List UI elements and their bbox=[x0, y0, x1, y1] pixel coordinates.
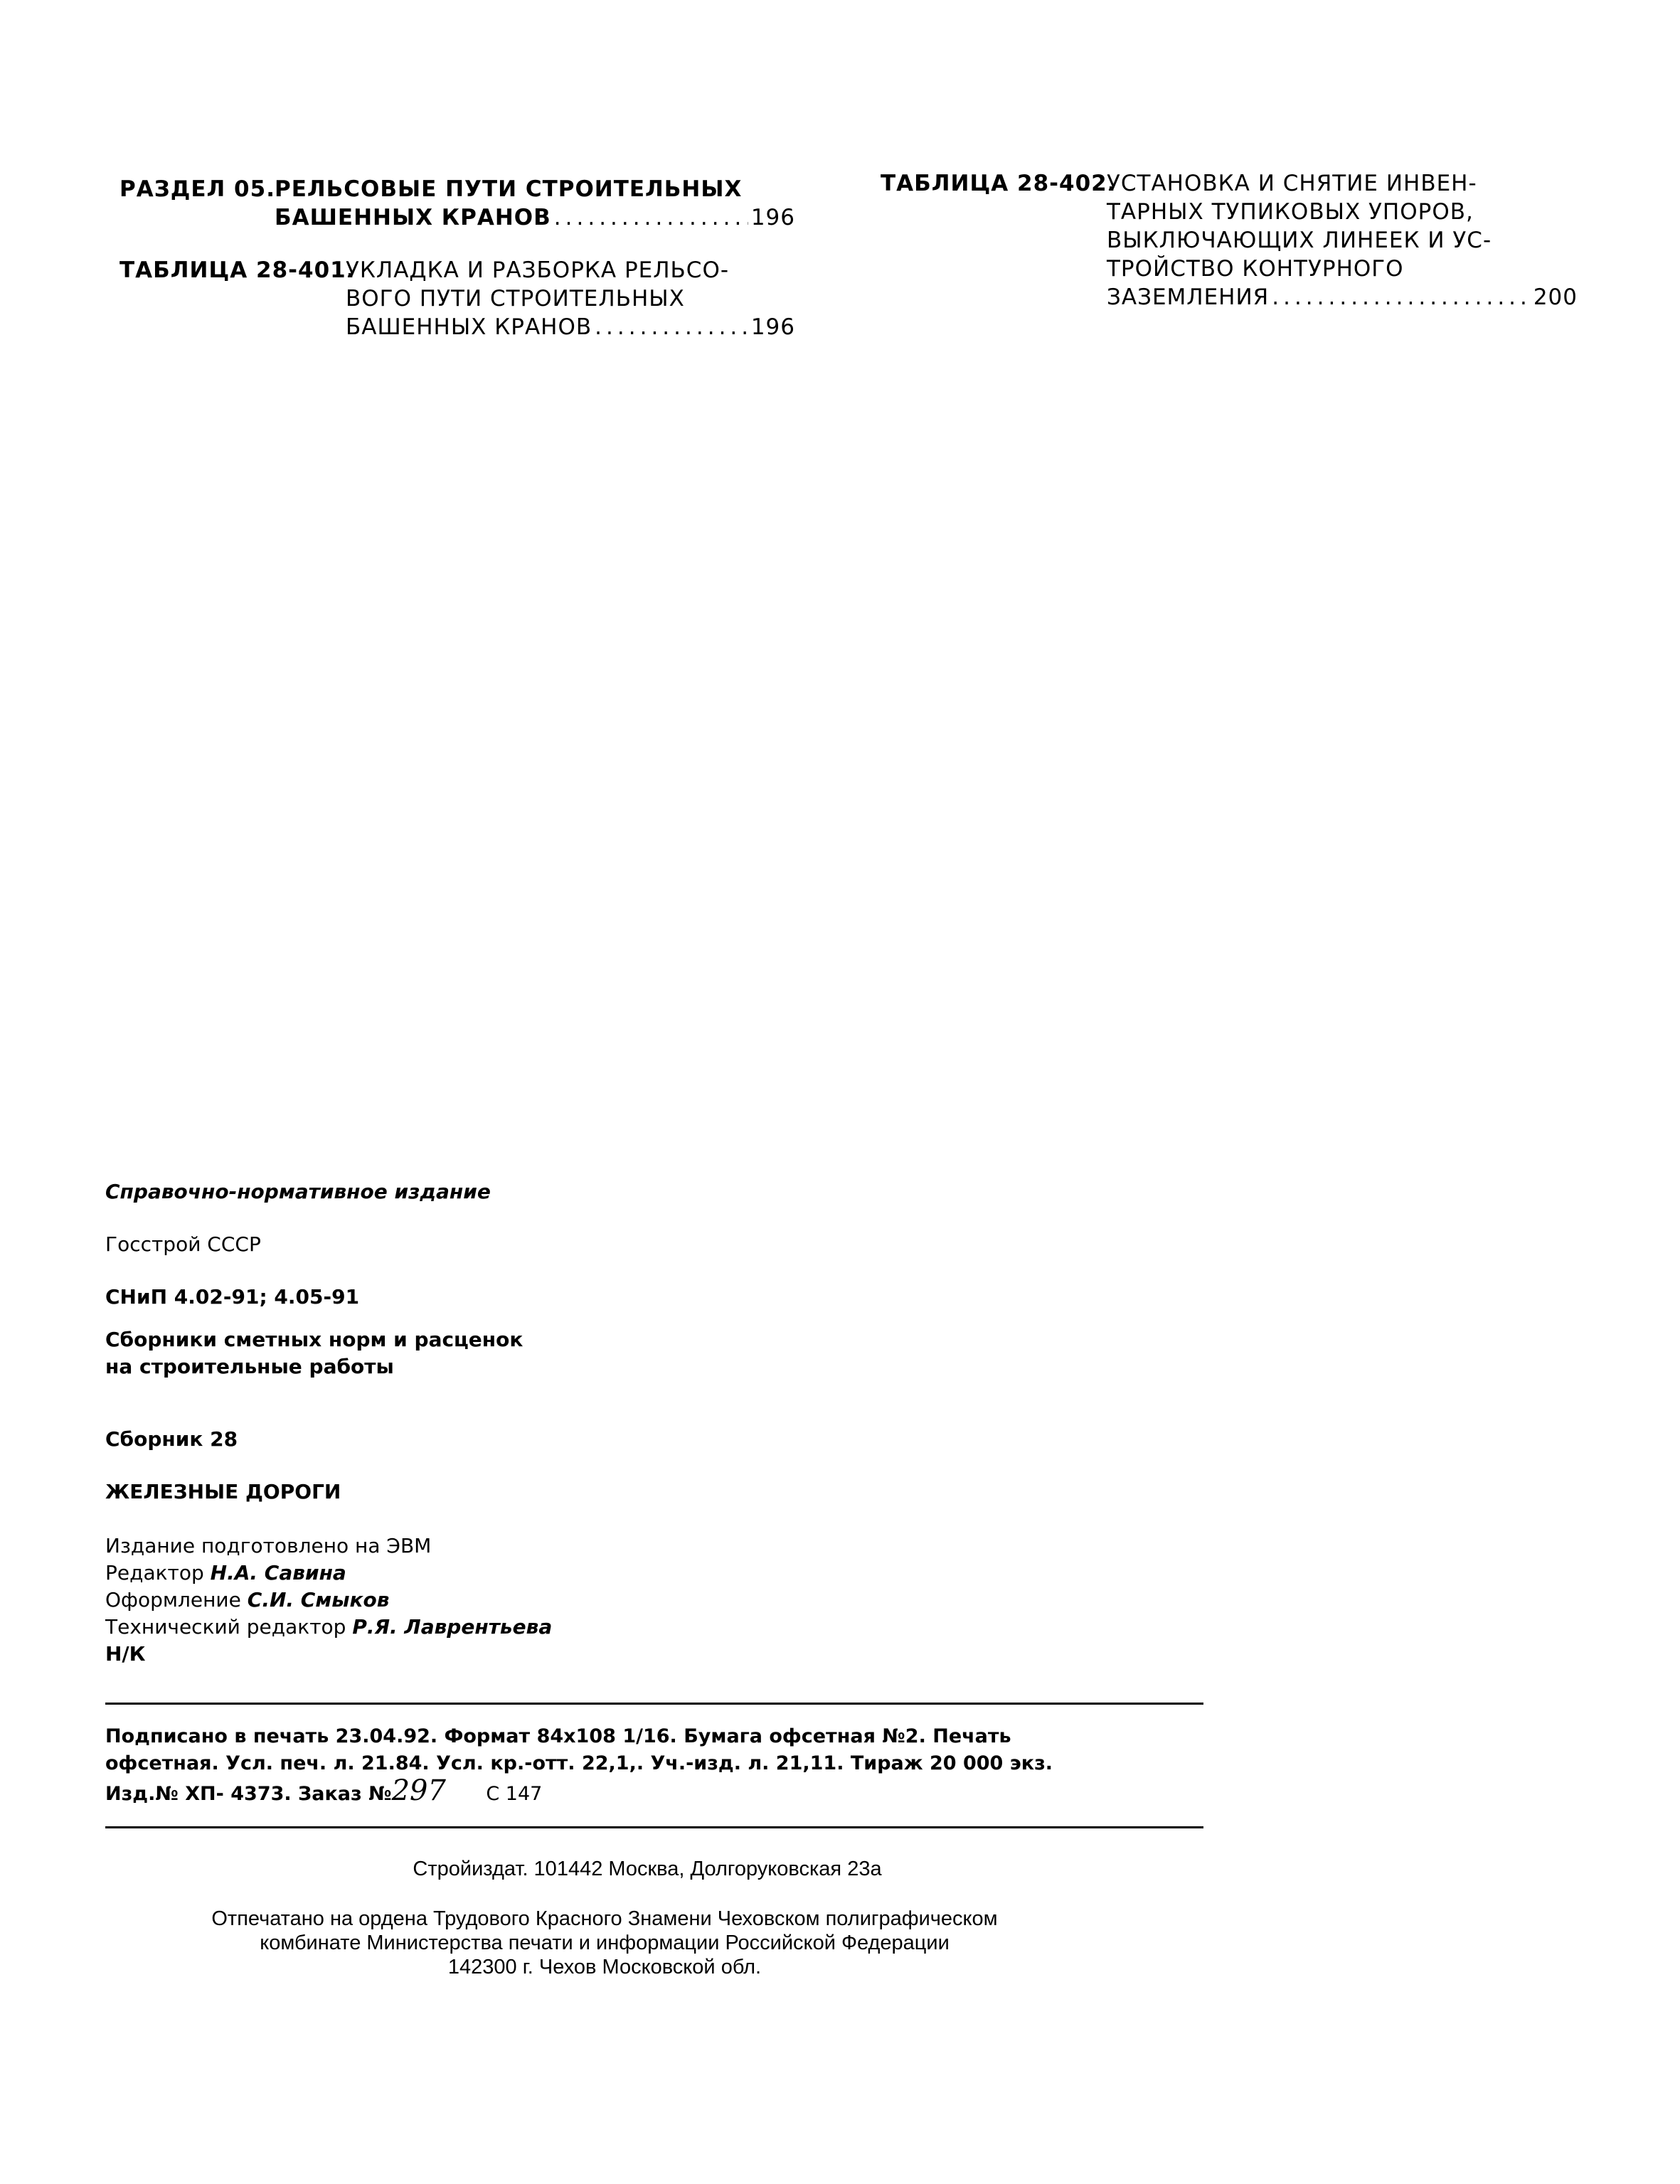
toc-label: ТАБЛИЦА 28-401. bbox=[119, 257, 356, 283]
tech-editor-name: Р.Я. Лаврентьева bbox=[352, 1615, 553, 1639]
toc-title-line: ВЫКЛЮЧАЮЩИХ ЛИНЕЕК И УС- bbox=[1107, 228, 1492, 253]
toc-page-number: 200 bbox=[1533, 284, 1578, 310]
snip-code: СНиП 4.02-91; 4.05-91 bbox=[105, 1285, 360, 1309]
divider-top bbox=[105, 1703, 1203, 1705]
divider-bottom bbox=[105, 1826, 1203, 1828]
toc-label: ТАБЛИЦА 28-402. bbox=[881, 171, 1117, 196]
toc-title-line: БАШЕННЫХ КРАНОВ bbox=[346, 314, 592, 340]
print-details-line-3 bbox=[105, 1774, 543, 1807]
toc-page-number: 196 bbox=[750, 205, 795, 230]
toc-entry-table-28-401 bbox=[119, 256, 795, 348]
print-details-line-2: офсетная. Усл. печ. л. 21.84. Усл. кр.-отт. 22,1,. Уч.-изд. л. 21,11. Тираж 20 000 экз. bbox=[105, 1752, 1053, 1774]
prepared-note: Издание подготовлено на ЭВМ bbox=[105, 1534, 432, 1557]
order-number-handwritten: 297 bbox=[391, 1774, 446, 1807]
design-credit bbox=[105, 1587, 389, 1613]
printer-line-3: 142300 г. Чехов Московской обл. bbox=[447, 1956, 762, 1978]
toc-title-line: ЗАЗЕМЛЕНИЯ bbox=[1107, 284, 1270, 310]
collection-number: Сборник 28 bbox=[105, 1427, 238, 1451]
publisher-address: Стройиздат. 101442 Москва, Долгоруковская 23а bbox=[413, 1858, 882, 1880]
editor-credit bbox=[105, 1560, 346, 1586]
toc-title-line: РЕЛЬСОВЫЕ ПУТИ СТРОИТЕЛЬНЫХ bbox=[275, 176, 743, 202]
design-name: С.И. Смыков bbox=[247, 1588, 390, 1612]
toc-title-line: ТРОЙСТВО КОНТУРНОГО bbox=[1107, 256, 1404, 282]
tech-editor-credit bbox=[105, 1614, 552, 1640]
toc-leader-dots bbox=[1272, 283, 1531, 311]
toc-leader-dots bbox=[554, 203, 748, 232]
toc-title-line: БАШЕННЫХ КРАНОВ bbox=[275, 205, 551, 230]
editor-name: Н.А. Савина bbox=[210, 1561, 346, 1584]
toc-title-line: ТАРНЫХ ТУПИКОВЫХ УПОРОВ, bbox=[1107, 199, 1474, 225]
toc-page-number: 196 bbox=[750, 314, 795, 340]
toc-title-line: ВОГО ПУТИ СТРОИТЕЛЬНЫХ bbox=[346, 286, 685, 311]
toc-leader-dots bbox=[595, 313, 748, 341]
collection-title-line-1: Сборники сметных норм и расценок bbox=[105, 1328, 523, 1351]
print-details-line-1: Подписано в печать 23.04.92. Формат 84x108 1/16. Бумага офсетная №2. Печать bbox=[105, 1725, 1011, 1747]
publisher-org: Госстрой СССР bbox=[105, 1232, 261, 1256]
printer-line-1: Отпечатано на ордена Трудового Красного Знамени Чеховском полиграфическом bbox=[211, 1907, 998, 1930]
collection-title-line-2: на строительные работы bbox=[105, 1355, 394, 1378]
toc-entry-section-05 bbox=[119, 175, 795, 239]
toc-title-line: УКЛАДКА И РАЗБОРКА РЕЛЬСО- bbox=[346, 257, 730, 283]
order-code: С 147 bbox=[486, 1783, 543, 1805]
toc-entry-table-28-402 bbox=[881, 169, 1578, 319]
design-label: Оформление bbox=[105, 1588, 241, 1612]
editor-label: Редактор bbox=[105, 1561, 204, 1584]
volume-title: ЖЕЛЕЗНЫЕ ДОРОГИ bbox=[105, 1480, 341, 1503]
toc-label: РАЗДЕЛ 05. bbox=[119, 176, 275, 202]
printer-line-2: комбинате Министерства печати и информации Российской Федерации bbox=[260, 1932, 950, 1954]
order-label: Изд.№ ХП- 4373. Заказ № bbox=[105, 1783, 392, 1805]
nk-mark: Н/К bbox=[105, 1642, 146, 1666]
toc-title-line: УСТАНОВКА И СНЯТИЕ ИНВЕН- bbox=[1107, 171, 1477, 196]
tech-editor-label: Технический редактор bbox=[105, 1615, 346, 1639]
edition-type: Справочно-нормативное издание bbox=[105, 1180, 491, 1203]
